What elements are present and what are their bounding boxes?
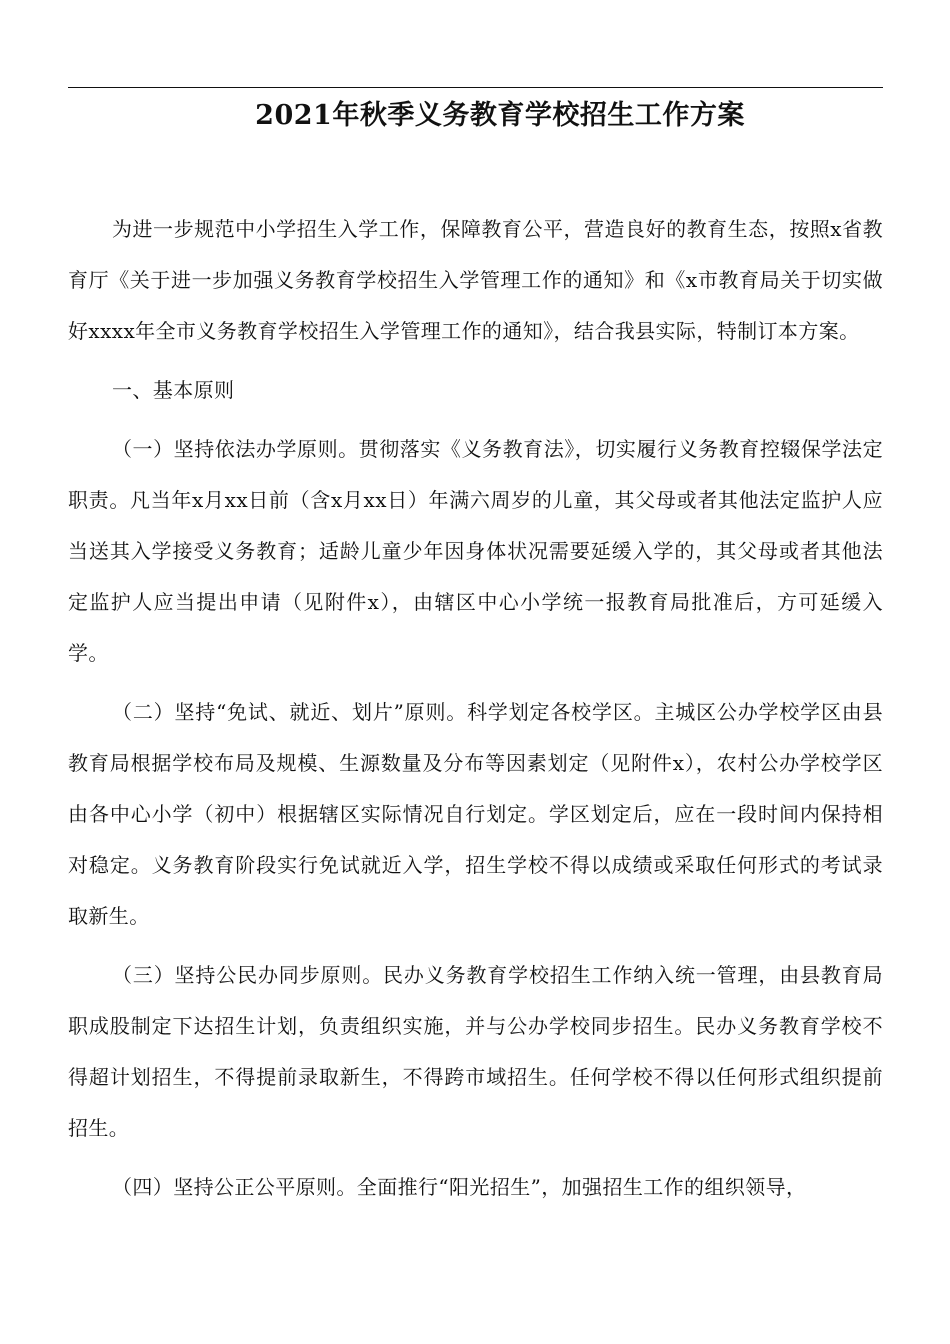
document-title: 2021年秋季义务教育学校招生工作方案 bbox=[255, 100, 745, 131]
principle-paragraph-4: （四）坚持公正公平原则。全面推行“阳光招生”，加强招生工作的组织领导， bbox=[112, 1175, 807, 1199]
principle-paragraph-1: （一）坚持依法办学原则。贯彻落实《义务教育法》，切实履行义务教育控辍保学法定职责。凡当年x月xx日前（含x月xx日）年满六周岁的儿童，其父母或者其他法定监护人应当送其入学接受义务教育；适龄儿童少年因身体状况需要延缓入学的，其父母或者其他法定监护人应当提出申请（见附件x），由辖区中心小学统一报教育局批准后，方可延缓入学。 bbox=[68, 437, 883, 665]
principle-paragraph-2: （二）坚持“免试、就近、划片”原则。科学划定各校学区。主城区公办学校学区由县教育局根据学校布局及规模、生源数量及分布等因素划定（见附件x），农村公办学校学区由各中心小学（初中）根据辖区实际情况自行划定。学区划定后，应在一段时间内保持相对稳定。义务教育阶段实行免试就近入学，招生学校不得以成绩或采取任何形式的考试录取新生。 bbox=[68, 700, 883, 928]
intro-paragraph: 为进一步规范中小学招生入学工作，保障教育公平，营造良好的教育生态，按照x省教育厅《关于进一步加强义务教育学校招生入学管理工作的通知》和《x市教育局关于切实做好xxxx年全市义务教育学校招生入学管理工作的通知》，结合我县实际，特制订本方案。 bbox=[68, 217, 883, 343]
document-body bbox=[68, 204, 883, 1213]
section-heading-basic-principles: 一、基本原则 bbox=[112, 378, 235, 402]
principle-paragraph-3: （三）坚持公民办同步原则。民办义务教育学校招生工作纳入统一管理，由县教育局职成股制定下达招生计划，负责组织实施，并与公办学校同步招生。民办义务教育学校不得超计划招生，不得提前录取新生，不得跨市域招生。任何学校不得以任何形式组织提前招生。 bbox=[68, 963, 883, 1140]
header-rule bbox=[68, 87, 883, 88]
